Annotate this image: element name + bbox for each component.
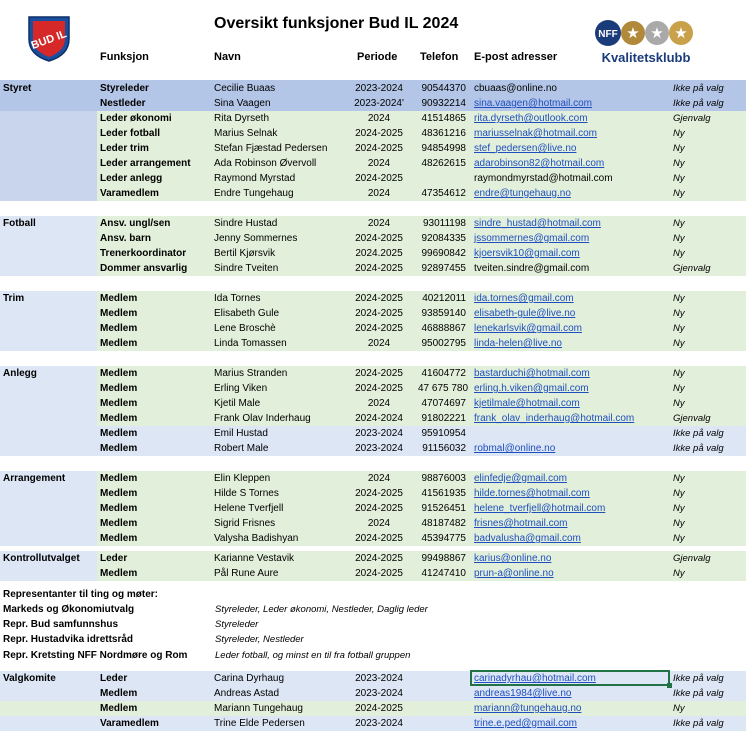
telefon-cell: 41604772 [421, 368, 466, 379]
navn-cell: Lene Broschè [214, 323, 276, 334]
navn-cell: Andreas Astad [214, 688, 280, 699]
telefon-cell: 91526451 [421, 503, 466, 514]
status-cell: Ny [673, 143, 685, 154]
table-row [0, 381, 746, 396]
periode-cell: 2024-2025 [355, 308, 403, 319]
epost-link[interactable]: ida.tornes@gmail.com [474, 293, 574, 304]
funksjon-cell: Leder trim [100, 143, 149, 154]
telefon-cell: 91156032 [422, 443, 466, 454]
table-row [0, 486, 746, 501]
nff-logo-text: NFF [598, 29, 618, 40]
table-row [0, 441, 746, 456]
periode-cell: 2024 [367, 338, 391, 349]
funksjon-cell: Medlem [100, 503, 138, 514]
navn-cell: Elin Kleppen [214, 473, 271, 484]
table-row [0, 411, 746, 426]
epost-link[interactable]: prun-a@online.no [474, 568, 554, 579]
epost-link[interactable]: elinfedje@gmail.com [474, 473, 567, 484]
epost-link[interactable]: sina.vaagen@hotmail.com [474, 98, 592, 109]
funksjon-cell: Leder anlegg [100, 173, 163, 184]
section-label: Kontrollutvalget [3, 553, 80, 564]
rep-value: Styreleder, Leder økonomi, Nestleder, Daglig leder [215, 604, 428, 615]
epost-link[interactable]: kjetilmale@hotmail.com [474, 398, 580, 409]
status-cell: Gjenvalg [673, 553, 711, 564]
epost-link[interactable]: elisabeth-gule@live.no [474, 308, 576, 319]
star-icon: ★ [626, 25, 640, 42]
navn-cell: Bertil Kjørsvik [214, 248, 276, 259]
funksjon-cell: Medlem [100, 488, 138, 499]
status-cell: Ny [673, 383, 685, 394]
table-row [0, 246, 746, 261]
navn-cell: Sina Vaagen [214, 98, 271, 109]
header-navn: Navn [214, 51, 241, 63]
periode-cell: 2024 [367, 518, 391, 529]
navn-cell: Jenny Sommernes [214, 233, 298, 244]
section-label: Trim [3, 293, 25, 304]
status-cell: Ny [673, 248, 685, 259]
funksjon-cell: Nestleder [100, 98, 146, 109]
epost-link[interactable]: karius@online.no [474, 553, 552, 564]
periode-cell: 2023-2024 [355, 688, 403, 699]
telefon-cell: 41514865 [421, 113, 466, 124]
epost-link[interactable]: andreas1984@live.no [474, 688, 572, 699]
periode-cell: 2023-2024 [355, 428, 403, 439]
funksjon-cell: Ansv. ungl/sen [100, 218, 171, 229]
funksjon-cell: Medlem [100, 383, 138, 394]
telefon-cell: 48187482 [421, 518, 466, 529]
representatives-heading: Representanter til ting og møter: [3, 589, 159, 600]
periode-cell: 2024-2025 [355, 488, 403, 499]
funksjon-cell: Medlem [100, 533, 138, 544]
funksjon-cell: Medlem [100, 428, 138, 439]
funksjon-cell: Medlem [100, 443, 138, 454]
status-cell: Ny [673, 233, 685, 244]
navn-cell: Helene Tverfjell [214, 503, 284, 514]
telefon-cell: 94854998 [421, 143, 466, 154]
status-cell: Ny [673, 533, 685, 544]
status-cell: Ny [673, 323, 685, 334]
telefon-cell: 48361216 [421, 128, 466, 139]
bud-il-logo [25, 13, 73, 63]
periode-cell: 2024.2025 [355, 248, 403, 259]
table-row [0, 126, 746, 141]
telefon-cell: 47074697 [421, 398, 466, 409]
rep-value: Styreleder, Nestleder [215, 634, 304, 645]
table-row [0, 171, 746, 186]
header-periode: Periode [357, 51, 398, 63]
epost-link[interactable]: kjoersvik10@gmail.com [474, 248, 580, 259]
navn-cell: Trine Elde Pedersen [214, 718, 305, 729]
status-cell: Ikke på valg [673, 688, 724, 699]
status-cell: Ny [673, 703, 685, 714]
periode-cell: 2024 [367, 113, 391, 124]
navn-cell: Cecilie Buaas [214, 83, 276, 94]
epost-link[interactable]: badvalusha@gmail.com [474, 533, 581, 544]
table-row [0, 551, 746, 566]
periode-cell: 2024-2025 [355, 173, 403, 184]
epost-link[interactable]: frank_olav_inderhaug@hotmail.com [474, 413, 635, 424]
telefon-cell: 90932214 [421, 98, 466, 109]
epost-link[interactable]: rita.dyrseth@outlook.com [474, 113, 588, 124]
epost-link[interactable]: linda-helen@live.no [474, 338, 562, 349]
table-row [0, 336, 746, 351]
epost-link[interactable]: jssommernes@gmail.com [474, 233, 590, 244]
navn-cell: Stefan Fjæstad Pedersen [214, 143, 328, 154]
rep-value: Styreleder [215, 619, 259, 630]
rep-label: Repr. Hustadvika idrettsråd [3, 634, 134, 645]
table-row [0, 81, 746, 96]
status-cell: Gjenvalg [673, 413, 711, 424]
epost-link[interactable]: robmal@online.no [474, 443, 556, 454]
status-cell: Ikke på valg [673, 673, 724, 684]
page-title: Oversikt funksjoner Bud IL 2024 [214, 15, 459, 32]
status-cell: Ny [673, 473, 685, 484]
table-row [0, 186, 746, 201]
active-cell-selection[interactable] [470, 670, 670, 686]
epost-link[interactable]: hilde.tornes@hotmail.com [474, 488, 590, 499]
navn-cell: Sindre Tveiten [214, 263, 279, 274]
telefon-cell: 99690842 [421, 248, 466, 259]
funksjon-cell: Leder [100, 553, 128, 564]
epost-link[interactable]: helene_tverfjell@hotmail.com [474, 503, 606, 514]
status-cell: Ny [673, 158, 685, 169]
periode-cell: 2023-2024' [354, 98, 404, 109]
periode-cell: 2024-2025 [355, 568, 403, 579]
telefon-cell: 93011198 [422, 218, 466, 229]
periode-cell: 2023-2024 [355, 718, 403, 729]
navn-cell: Marius Selnak [214, 128, 278, 139]
epost-link[interactable]: endre@tungehaug.no [474, 188, 571, 199]
periode-cell: 2024-2025 [355, 128, 403, 139]
status-cell: Ny [673, 518, 685, 529]
periode-cell: 2024-2025 [355, 383, 403, 394]
status-cell: Ny [673, 338, 685, 349]
status-cell: Ny [673, 173, 685, 184]
status-cell: Ikke på valg [673, 443, 724, 454]
epost-link[interactable]: cbuaas@online.no [474, 83, 557, 94]
table-row [0, 566, 746, 581]
status-cell: Ny [673, 488, 685, 499]
telefon-cell: 47 675 780 [418, 383, 469, 394]
epost-link[interactable]: raymondmyrstad@hotmail.com [474, 173, 613, 184]
rep-label: Markeds og Økonomiutvalg [3, 604, 135, 615]
epost-link[interactable]: trine.e.ped@gmail.com [474, 718, 577, 729]
funksjon-cell: Trenerkoordinator [100, 248, 187, 259]
navn-cell: Ida Tornes [214, 293, 261, 304]
navn-cell: Mariann Tungehaug [214, 703, 303, 714]
periode-cell: 2024-2025 [355, 263, 403, 274]
nff-kvalitetsklubb-logo [591, 18, 701, 66]
periode-cell: 2024-2025 [355, 503, 403, 514]
periode-cell: 2023-2024 [355, 673, 403, 684]
section-label: Anlegg [3, 368, 37, 379]
telefon-cell: 40212011 [422, 293, 466, 304]
periode-cell: 2024-2025 [355, 293, 403, 304]
table-row [0, 96, 746, 111]
telefon-cell: 47354612 [421, 188, 466, 199]
funksjon-cell: Medlem [100, 568, 138, 579]
navn-cell: Endre Tungehaug [214, 188, 294, 199]
table-row [0, 471, 746, 486]
periode-cell: 2024 [367, 398, 391, 409]
telefon-cell: 48262615 [421, 158, 466, 169]
section-label: Arrangement [3, 473, 66, 484]
funksjon-cell: Dommer ansvarlig [100, 263, 188, 274]
funksjon-cell: Styreleder [100, 83, 149, 94]
periode-cell: 2024-2025 [355, 703, 403, 714]
telefon-cell: 92897455 [421, 263, 466, 274]
table-row [0, 426, 746, 441]
periode-cell: 2024 [367, 473, 391, 484]
funksjon-cell: Leder [100, 673, 128, 684]
status-cell: Ikke på valg [673, 98, 724, 109]
header-epost: E-post adresser [474, 51, 558, 63]
fill-handle[interactable] [667, 683, 672, 688]
table-row [0, 701, 746, 716]
navn-cell: Sindre Hustad [214, 218, 278, 229]
telefon-cell: 91802221 [421, 413, 466, 424]
table-row [0, 321, 746, 336]
funksjon-cell: Varamedlem [100, 188, 159, 199]
telefon-cell: 98876003 [421, 473, 466, 484]
periode-cell: 2023-2024 [355, 443, 403, 454]
table-row [0, 261, 746, 276]
telefon-cell: 41561935 [421, 488, 466, 499]
telefon-cell: 95910954 [421, 428, 466, 439]
funksjon-cell: Medlem [100, 518, 138, 529]
epost-link[interactable]: sindre_hustad@hotmail.com [474, 218, 601, 229]
section-label: Fotball [3, 218, 36, 229]
epost-link[interactable]: stef_pedersen@live.no [474, 143, 577, 154]
table-row [0, 501, 746, 516]
status-cell: Ikke på valg [673, 718, 724, 729]
kvalitetsklubb-caption: Kvalitetsklubb [601, 50, 691, 65]
epost-link[interactable]: mariann@tungehaug.no [474, 703, 582, 714]
funksjon-cell: Leder økonomi [100, 113, 172, 124]
navn-cell: Elisabeth Gule [214, 308, 280, 319]
navn-cell: Karianne Vestavik [214, 553, 295, 564]
table-row [0, 216, 746, 231]
funksjon-cell: Medlem [100, 413, 138, 424]
table-row [0, 716, 746, 731]
status-cell: Ny [673, 503, 685, 514]
telefon-cell: 92084335 [421, 233, 466, 244]
funksjon-cell: Ansv. barn [100, 233, 151, 244]
table-row [0, 686, 746, 701]
funksjon-cell: Leder arrangement [100, 158, 191, 169]
navn-cell: Marius Stranden [214, 368, 288, 379]
navn-cell: Emil Hustad [214, 428, 268, 439]
status-cell: Ikke på valg [673, 83, 724, 94]
status-cell: Ikke på valg [673, 428, 724, 439]
periode-cell: 2024 [367, 218, 391, 229]
navn-cell: Rita Dyrseth [214, 113, 270, 124]
telefon-cell: 99498867 [421, 553, 466, 564]
table-row [0, 111, 746, 126]
funksjon-cell: Medlem [100, 473, 138, 484]
table-row [0, 231, 746, 246]
funksjon-cell: Medlem [100, 688, 138, 699]
table-row [0, 156, 746, 171]
telefon-cell: 93859140 [421, 308, 466, 319]
telefon-cell: 95002795 [421, 338, 466, 349]
epost-link[interactable]: bastarduchi@hotmail.com [474, 368, 590, 379]
funksjon-cell: Medlem [100, 398, 138, 409]
telefon-cell: 46888867 [421, 323, 466, 334]
navn-cell: Carina Dyrhaug [214, 673, 285, 684]
status-cell: Ny [673, 368, 685, 379]
table-row [0, 531, 746, 546]
periode-cell: 2024-2025 [355, 553, 403, 564]
navn-cell: Hilde S Tornes [214, 488, 279, 499]
table-row [0, 141, 746, 156]
table-row [0, 306, 746, 321]
funksjon-cell: Medlem [100, 293, 138, 304]
status-cell: Ny [673, 128, 685, 139]
funksjon-cell: Leder fotball [100, 128, 161, 139]
funksjon-cell: Medlem [100, 323, 138, 334]
funksjon-cell: Medlem [100, 368, 138, 379]
status-cell: Ny [673, 398, 685, 409]
funksjon-cell: Medlem [100, 703, 138, 714]
status-cell: Ny [673, 293, 685, 304]
header-funksjon: Funksjon [100, 51, 149, 63]
navn-cell: Erling Viken [214, 383, 268, 394]
header-telefon: Telefon [420, 51, 459, 63]
rep-value: Leder fotball, og minst en til fra fotball gruppen [215, 650, 411, 661]
periode-cell: 2024 [367, 188, 391, 199]
telefon-cell: 45394775 [421, 533, 466, 544]
navn-cell: Ada Robinson Øvervoll [214, 158, 317, 169]
navn-cell: Raymond Myrstad [214, 173, 296, 184]
periode-cell: 2023-2024 [355, 83, 403, 94]
section-label: Styret [3, 83, 32, 94]
table-row [0, 366, 746, 381]
navn-cell: Kjetil Male [214, 398, 261, 409]
periode-cell: 2024-2025 [355, 533, 403, 544]
section-label: Valgkomite [3, 673, 56, 684]
status-cell: Ny [673, 218, 685, 229]
funksjon-cell: Medlem [100, 338, 138, 349]
epost-link[interactable]: mariusselnak@hotmail.com [474, 128, 597, 139]
telefon-cell: 41247410 [421, 568, 466, 579]
rep-label: Repr. Kretsting NFF Nordmøre og Rom [3, 650, 188, 661]
star-icon: ★ [674, 25, 688, 42]
telefon-cell: 90544370 [421, 83, 466, 94]
star-icon: ★ [650, 25, 664, 42]
funksjon-cell: Varamedlem [100, 718, 159, 729]
funksjon-cell: Medlem [100, 308, 138, 319]
navn-cell: Frank Olav Inderhaug [214, 413, 311, 424]
table-row [0, 396, 746, 411]
table-row [0, 291, 746, 306]
epost-link[interactable]: erling.h.viken@gmail.com [474, 383, 589, 394]
navn-cell: Valysha Badishyan [214, 533, 299, 544]
periode-cell: 2024-2025 [355, 233, 403, 244]
periode-cell: 2024 [367, 158, 391, 169]
navn-cell: Sigrid Frisnes [214, 518, 276, 529]
rep-label: Repr. Bud samfunnshus [3, 619, 119, 630]
status-cell: Gjenvalg [673, 113, 711, 124]
epost-link[interactable]: lenekarlsvik@gmail.com [474, 323, 582, 334]
status-cell: Ny [673, 188, 685, 199]
navn-cell: Pål Rune Aure [214, 568, 279, 579]
epost-link[interactable]: adarobinson82@hotmail.com [474, 158, 605, 169]
navn-cell: Robert Male [214, 443, 269, 454]
periode-cell: 2024-2024 [355, 413, 403, 424]
status-cell: Gjenvalg [673, 263, 711, 274]
periode-cell: 2024-2025 [355, 323, 403, 334]
navn-cell: Linda Tomassen [214, 338, 287, 349]
epost-link[interactable]: tveiten.sindre@gmail.com [474, 263, 590, 274]
periode-cell: 2024-2025 [355, 143, 403, 154]
table-row [0, 516, 746, 531]
epost-link[interactable]: frisnes@hotmail.com [474, 518, 568, 529]
status-cell: Ny [673, 568, 685, 579]
epost-link[interactable]: carinadyrhau@hotmail.com [474, 673, 596, 684]
status-cell: Ny [673, 308, 685, 319]
bud-il-logo-text: BUD IL [29, 28, 69, 52]
periode-cell: 2024-2025 [355, 368, 403, 379]
